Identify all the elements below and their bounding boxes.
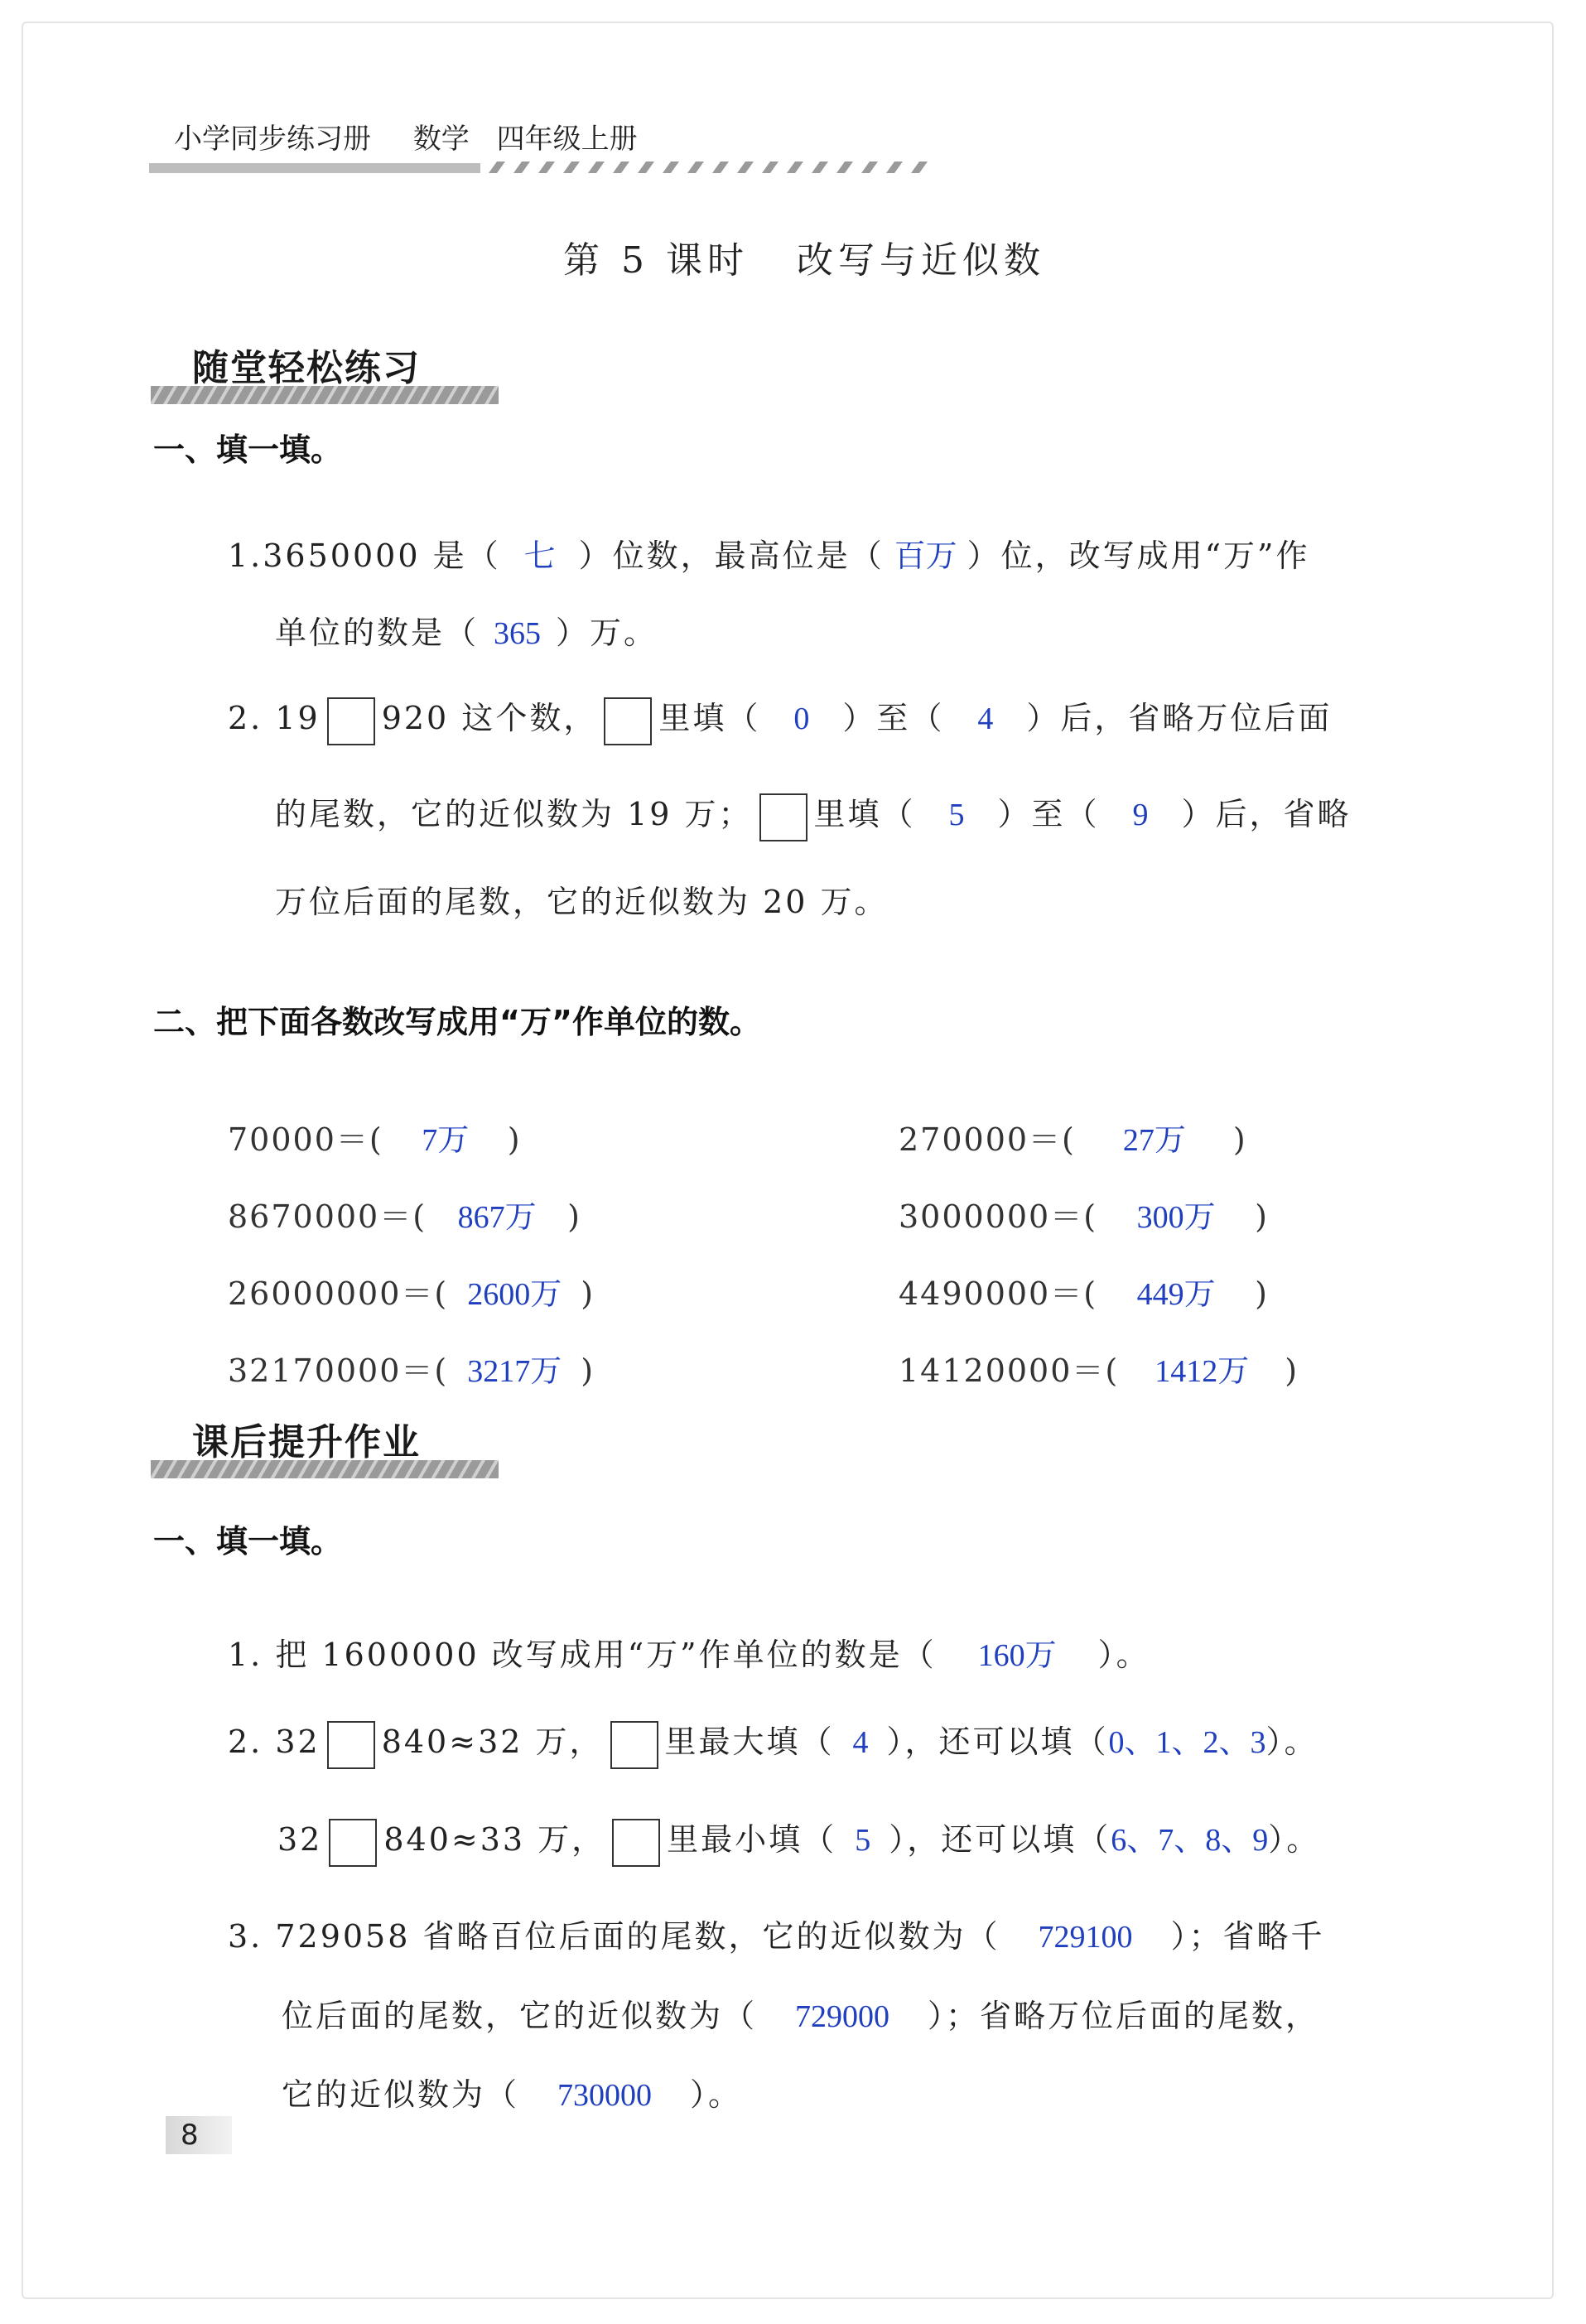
answer: 27万 xyxy=(1122,1123,1186,1158)
conversion-item xyxy=(899,1191,1269,1237)
question-2-line-2 xyxy=(275,788,1352,841)
page-title xyxy=(563,230,1045,283)
q-text: 里最大填（ xyxy=(664,1724,835,1760)
item-close: ) xyxy=(581,1352,595,1389)
section-title: 课后提升作业 xyxy=(192,1421,421,1463)
q-text: ）。 xyxy=(1268,1821,1321,1858)
item-expression: 70000＝( xyxy=(228,1121,383,1158)
item-close: ) xyxy=(1232,1121,1247,1158)
item-close: ) xyxy=(1255,1198,1269,1235)
q-text: ）位数，最高位是（ xyxy=(578,538,885,574)
item-close: ) xyxy=(1285,1352,1299,1389)
q-text: 2. 19 xyxy=(228,700,321,736)
q-text: 840≈32 万， xyxy=(381,1724,604,1760)
item-expression: 14120000＝( xyxy=(899,1352,1120,1389)
q-text: ）后，省略 xyxy=(1181,796,1352,832)
answer-box xyxy=(612,1819,660,1867)
section-banner-practice xyxy=(151,338,499,404)
q-text: 1.3650000 是（ xyxy=(228,538,501,574)
part-heading: 二、把下面各数改写成用“万”作单位的数。 xyxy=(153,1004,761,1040)
q-text: 32 xyxy=(277,1821,323,1858)
q-text: 1. 把 1600000 改写成用“万”作单位的数是（ xyxy=(228,1637,937,1673)
q-text: ），还可以填（ xyxy=(889,1821,1111,1858)
q-text: 单位的数是（ xyxy=(275,615,480,651)
question-1-line-1 xyxy=(228,530,1309,576)
homework-question-2-line-1 xyxy=(228,1716,1318,1769)
answer: 百万 xyxy=(894,539,957,574)
answer-box xyxy=(327,1721,375,1769)
q-text: ），还可以填（ xyxy=(886,1724,1109,1760)
answer: 6、7、8、9 xyxy=(1111,1823,1269,1858)
answer: 449万 xyxy=(1136,1277,1216,1312)
conversion-item xyxy=(899,1268,1269,1314)
answer-box xyxy=(604,697,652,745)
header-rule xyxy=(149,160,928,175)
answer: 300万 xyxy=(1136,1200,1216,1235)
q-text: 的尾数，它的近似数为 19 万； xyxy=(275,796,753,832)
answer: 3217万 xyxy=(467,1354,562,1389)
answer: 0、1、2、3 xyxy=(1108,1725,1266,1760)
item-close: ) xyxy=(507,1121,522,1158)
q-text: ）；省略千 xyxy=(1170,1918,1325,1955)
section-banner-homework xyxy=(151,1412,499,1478)
question-2-line-3: 万位后面的尾数，它的近似数为 20 万。 xyxy=(275,884,889,920)
q-text: 它的近似数为（ xyxy=(282,2076,520,2113)
lesson-topic: 改写与近似数 xyxy=(796,239,1045,282)
q-text: 840≈33 万， xyxy=(383,1821,606,1858)
q-text: 里最小填（ xyxy=(667,1821,837,1858)
conversion-item xyxy=(228,1345,595,1391)
item-expression: 270000＝( xyxy=(899,1121,1076,1158)
page-number-tab xyxy=(166,2116,232,2154)
item-expression: 3000000＝( xyxy=(899,1198,1098,1235)
answer-box xyxy=(759,793,807,841)
conversion-item xyxy=(228,1191,581,1237)
answer: 4 xyxy=(852,1725,869,1760)
conversion-item xyxy=(899,1345,1299,1391)
q-text: ）至（ xyxy=(842,700,945,736)
subject: 数学 xyxy=(412,123,470,156)
answer: 365 xyxy=(494,616,542,651)
answer: 4 xyxy=(977,702,994,736)
q-text: ）位，改写成用“万”作 xyxy=(967,538,1310,574)
answer: 七 xyxy=(523,539,556,574)
part-heading: 一、填一填。 xyxy=(153,432,343,468)
answer: 730000 xyxy=(557,2078,653,2113)
item-expression: 4490000＝( xyxy=(899,1275,1098,1312)
grade: 四年级上册 xyxy=(496,123,638,156)
homework-question-3-line-1 xyxy=(228,1911,1325,1956)
homework-question-3-line-2 xyxy=(282,1990,1319,2036)
answer: 729100 xyxy=(1038,1920,1133,1955)
item-expression: 8670000＝( xyxy=(228,1198,427,1235)
answer: 1412万 xyxy=(1155,1354,1250,1389)
q-text: ）；省略万位后面的尾数， xyxy=(928,1998,1320,2034)
answer-box xyxy=(329,1819,377,1867)
q-text: 里填（ xyxy=(658,700,761,736)
answer: 5 xyxy=(948,798,965,832)
part-heading: 一、填一填。 xyxy=(153,1523,343,1560)
page-number: 8 xyxy=(181,2119,199,2152)
q-text: ）。 xyxy=(1265,1724,1318,1760)
answer: 0 xyxy=(793,702,810,736)
item-expression: 32170000＝( xyxy=(228,1352,449,1389)
answer-box xyxy=(610,1721,658,1769)
q-text: 里填（ xyxy=(813,796,916,832)
book-name: 小学同步练习册 xyxy=(174,123,371,156)
q-text: ）万。 xyxy=(556,615,658,651)
conversion-item xyxy=(228,1114,522,1160)
homework-question-2-line-2 xyxy=(277,1814,1320,1867)
item-close: ) xyxy=(567,1198,581,1235)
q-text: 位后面的尾数，它的近似数为（ xyxy=(282,1998,758,2034)
answer: 7万 xyxy=(422,1123,470,1158)
answer: 160万 xyxy=(977,1638,1057,1673)
answer: 867万 xyxy=(457,1200,537,1235)
homework-question-3-line-3 xyxy=(282,2069,742,2114)
conversion-item xyxy=(228,1268,595,1314)
q-text: 2. 32 xyxy=(228,1724,321,1760)
answer: 9 xyxy=(1132,798,1149,832)
item-expression: 26000000＝( xyxy=(228,1275,449,1312)
question-2-line-1 xyxy=(228,692,1332,745)
lesson-number: 第 5 课时 xyxy=(563,239,749,282)
q-text: 920 这个数， xyxy=(381,700,598,736)
q-text: ）。 xyxy=(690,2076,743,2113)
book-title xyxy=(174,116,638,157)
homework-question-1 xyxy=(228,1629,1150,1675)
question-1-line-2 xyxy=(275,607,658,653)
q-text: ）后，省略万位后面 xyxy=(1026,700,1333,736)
item-close: ) xyxy=(1255,1275,1269,1312)
q-text: 3. 729058 省略百位后面的尾数，它的近似数为（ xyxy=(228,1918,1000,1955)
section-title: 随堂轻松练习 xyxy=(192,347,421,389)
q-text: ）。 xyxy=(1097,1637,1150,1673)
answer-box xyxy=(327,697,375,745)
answer: 5 xyxy=(855,1823,871,1858)
answer: 729000 xyxy=(795,1999,890,2034)
item-close: ) xyxy=(581,1275,595,1312)
answer: 2600万 xyxy=(467,1277,562,1312)
conversion-item xyxy=(899,1114,1247,1160)
q-text: ）至（ xyxy=(997,796,1100,832)
